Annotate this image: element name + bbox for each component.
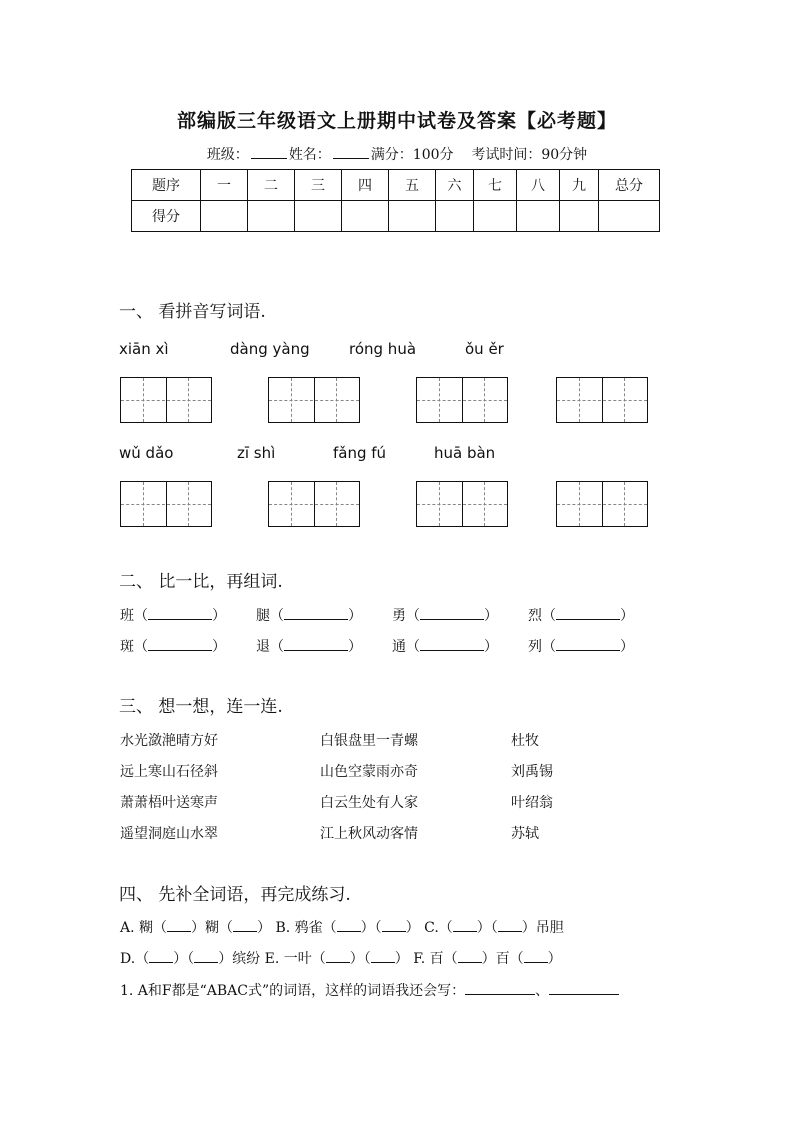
table-cell: 二	[248, 170, 295, 201]
tianzige-box[interactable]	[120, 377, 212, 423]
poem-line-second-half[interactable]: 白银盘里一青螺	[320, 733, 418, 749]
poem-line-second-half[interactable]: 江上秋风动客情	[320, 826, 418, 842]
poet-name[interactable]: 苏轼	[511, 826, 539, 842]
idiom-line-1: A. 糊（ ）糊（ ） B. 鸦雀（ ）（ ） C.（ ）（ ）吊胆	[120, 920, 564, 936]
tianzige-box[interactable]	[268, 377, 360, 423]
score-table	[131, 169, 660, 232]
answer-blank[interactable]	[148, 638, 212, 651]
poet-name[interactable]: 刘禹锡	[511, 764, 553, 780]
score-table-header-row	[132, 170, 660, 201]
answer-blank[interactable]	[326, 950, 350, 963]
section-1-heading: 一、 看拼音写词语.	[119, 302, 266, 322]
score-cell[interactable]	[599, 201, 660, 232]
name-blank[interactable]	[333, 158, 369, 159]
answer-blank[interactable]	[233, 919, 257, 932]
table-cell: 四	[342, 170, 389, 201]
score-cell[interactable]	[474, 201, 517, 232]
compare-item: 班（ ）	[120, 608, 226, 624]
answer-blank[interactable]	[524, 950, 548, 963]
score-cell[interactable]	[248, 201, 295, 232]
score-cell[interactable]	[560, 201, 599, 232]
pinyin-label: fǎng fú	[333, 444, 387, 462]
table-cell: 八	[517, 170, 560, 201]
poet-name[interactable]: 叶绍翁	[511, 795, 553, 811]
answer-blank[interactable]	[284, 638, 348, 651]
score-cell[interactable]	[295, 201, 342, 232]
poem-line-first-half[interactable]: 萧萧梧叶送寒声	[120, 795, 218, 811]
pinyin-label: róng huà	[349, 340, 417, 358]
pinyin-label: zī shì	[237, 444, 276, 462]
score-cell[interactable]	[201, 201, 248, 232]
compare-item: 斑（ ）	[120, 639, 226, 655]
compare-item: 退（ ）	[256, 639, 362, 655]
full-score: 满分：100分	[370, 147, 454, 163]
compare-item: 烈（ ）	[528, 608, 634, 624]
name-label: 姓名：	[288, 147, 331, 163]
pinyin-label: xiān xì	[119, 340, 169, 358]
compare-item: 腿（ ）	[256, 608, 362, 624]
section-4-heading: 四、 先补全词语，再完成练习.	[119, 885, 351, 905]
answer-blank[interactable]	[420, 638, 484, 651]
score-cell[interactable]	[342, 201, 389, 232]
class-blank[interactable]	[251, 158, 287, 159]
answer-blank[interactable]	[549, 982, 619, 995]
idiom-line-2: D.（ ）（ ）缤纷 E. 一叶（ ）（ ） F. 百（ ）百（ ）	[120, 951, 562, 967]
class-label: 班级：	[206, 147, 249, 163]
section-3-heading: 三、 想一想，连一连.	[119, 697, 283, 717]
page-title: 部编版三年级语文上册期中试卷及答案【必考题】	[176, 110, 617, 132]
table-cell: 总分	[599, 170, 660, 201]
answer-blank[interactable]	[556, 607, 620, 620]
table-cell: 六	[436, 170, 474, 201]
poem-line-first-half[interactable]: 遥望洞庭山水翠	[120, 826, 218, 842]
tianzige-box[interactable]	[416, 377, 508, 423]
compare-item: 勇（ ）	[392, 608, 498, 624]
answer-blank[interactable]	[149, 950, 173, 963]
exam-info	[0, 144, 794, 164]
answer-blank[interactable]	[382, 919, 406, 932]
answer-blank[interactable]	[148, 607, 212, 620]
pinyin-label: wǔ dǎo	[119, 444, 174, 462]
poem-line-first-half[interactable]: 远上寒山石径斜	[120, 764, 218, 780]
answer-blank[interactable]	[458, 950, 482, 963]
pinyin-label: huā bàn	[434, 444, 496, 462]
table-cell: 九	[560, 170, 599, 201]
answer-blank[interactable]	[194, 950, 218, 963]
tianzige-box[interactable]	[416, 481, 508, 527]
pinyin-label: ǒu ěr	[465, 340, 504, 358]
tianzige-box[interactable]	[556, 481, 648, 527]
pinyin-label: dàng yàng	[230, 340, 310, 358]
answer-blank[interactable]	[465, 982, 535, 995]
poet-name[interactable]: 杜牧	[511, 733, 539, 749]
answer-blank[interactable]	[556, 638, 620, 651]
score-cell[interactable]	[517, 201, 560, 232]
table-cell: 五	[389, 170, 436, 201]
answer-blank[interactable]	[420, 607, 484, 620]
tianzige-box[interactable]	[120, 481, 212, 527]
tianzige-box[interactable]	[268, 481, 360, 527]
poem-line-first-half[interactable]: 水光潋滟晴方好	[120, 733, 218, 749]
answer-blank[interactable]	[498, 919, 522, 932]
poem-line-second-half[interactable]: 山色空蒙雨亦奇	[320, 764, 418, 780]
compare-item: 通（ ）	[392, 639, 498, 655]
poem-line-second-half[interactable]: 白云生处有人家	[320, 795, 418, 811]
table-cell: 七	[474, 170, 517, 201]
answer-blank[interactable]	[371, 950, 395, 963]
answer-blank[interactable]	[167, 919, 191, 932]
compare-item: 列（ ）	[528, 639, 634, 655]
exam-time: 考试时间：90分钟	[471, 147, 588, 163]
table-cell: 题序	[132, 170, 201, 201]
score-cell[interactable]	[436, 201, 474, 232]
table-cell: 得分	[132, 201, 201, 232]
score-cell[interactable]	[389, 201, 436, 232]
table-cell: 三	[295, 170, 342, 201]
answer-blank[interactable]	[453, 919, 477, 932]
answer-blank[interactable]	[284, 607, 348, 620]
table-cell: 一	[201, 170, 248, 201]
answer-blank[interactable]	[337, 919, 361, 932]
score-table-score-row	[132, 201, 660, 232]
question-1: 1. A和F都是“ABAC式”的词语，这样的词语我还会写： 、	[120, 980, 619, 1000]
section-2-heading: 二、 比一比，再组词.	[119, 572, 283, 592]
tianzige-box[interactable]	[556, 377, 648, 423]
